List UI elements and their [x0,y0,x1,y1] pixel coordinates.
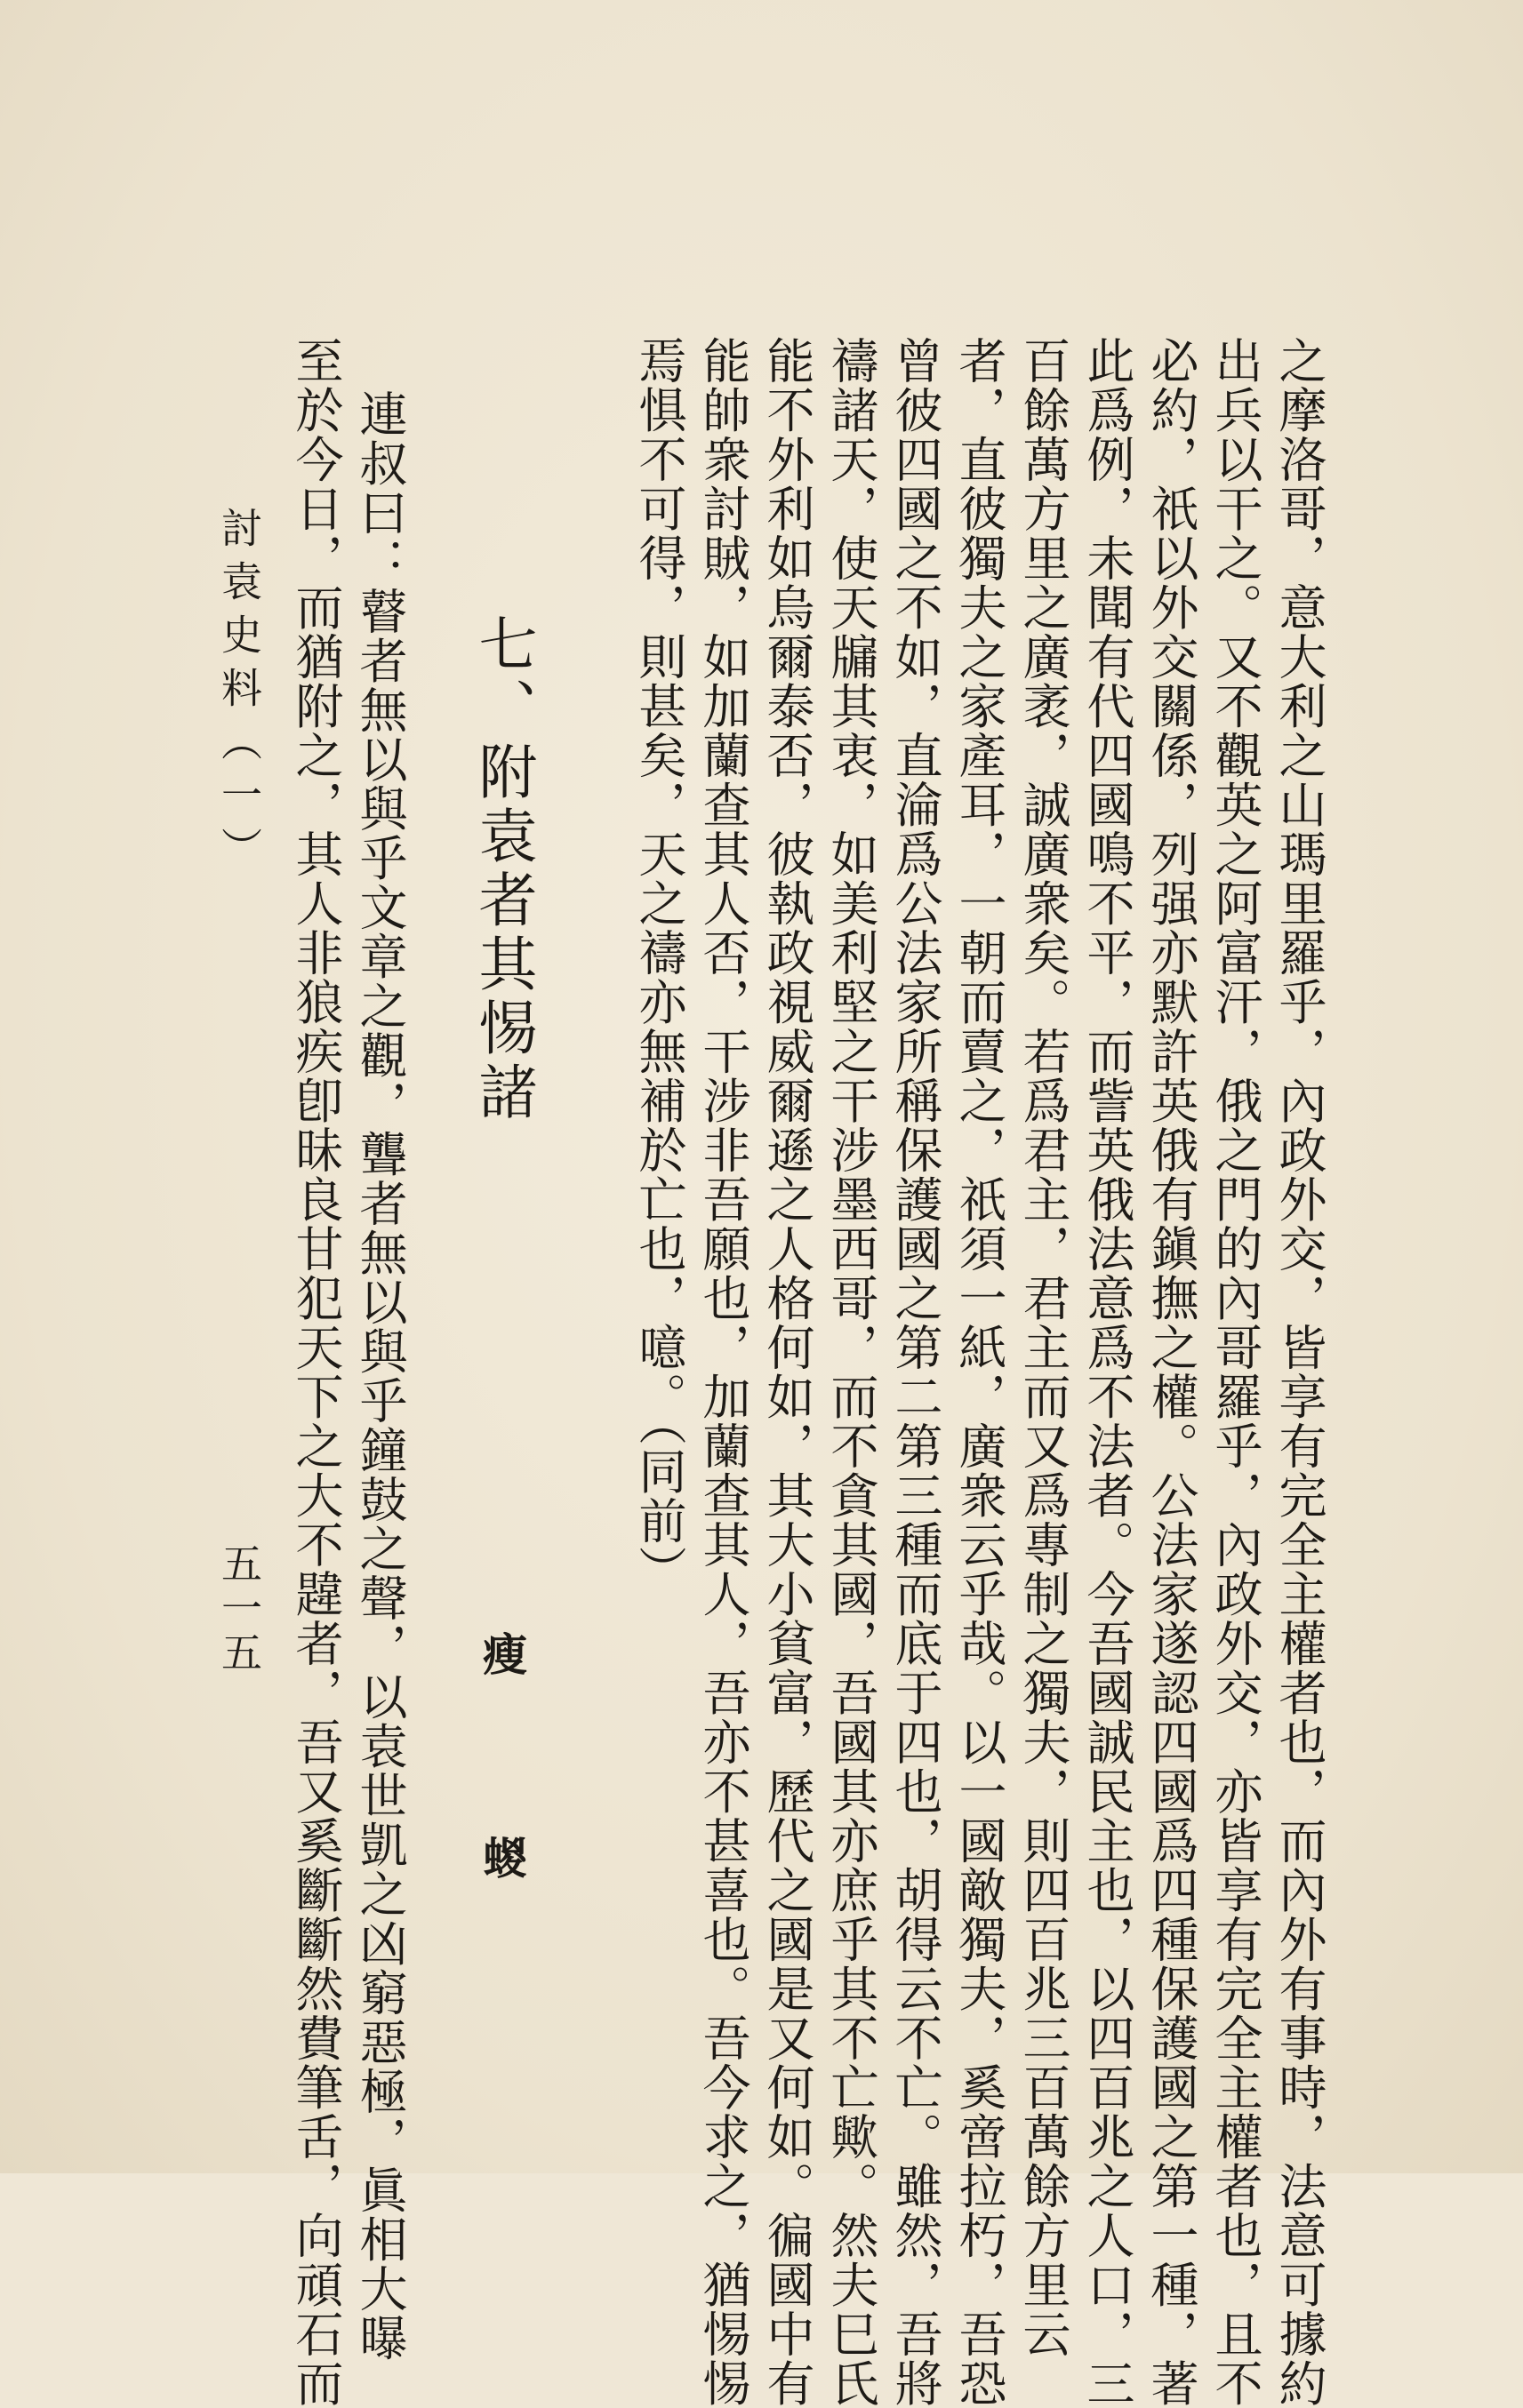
running-footer-title: 討袁史料（一） [215,507,263,880]
section-author: 瘦 蝬 [476,1631,528,1932]
text-column-12: 連叔曰：瞽者無以與乎文章之觀，聾者無以與乎鐘鼓之聲，以袁世凱之凶窮惡極，眞相大曝 [352,389,408,2363]
page-number: 五一五 [215,1542,263,1676]
text-column-1: 之摩洛哥，意大利之山瑪里羅乎，內政外交，皆享有完全主權者也，而內外有事時，法意可據約 [1271,336,1327,2408]
text-column-4: 此爲例，未聞有代四國鳴不平，而訾英俄法意爲不法者。今吾國誠民主也，以四百兆之人口，三 [1079,336,1135,2408]
text-column-9: 能不外利如烏爾泰否，彼執政視威爾遜之人格何如，其大小貧富，歷代之國是又何如。徧國中有 [759,336,815,2408]
text-column-6: 者，直彼獨夫之家產耳，一朝而賣之，祇須一紙，廣衆云乎哉。以一國敵獨夫，奚啻拉朽，吾恐 [951,336,1007,2408]
text-column-10: 能帥衆討賊，如加蘭查其人否，干涉非吾願也，加蘭查其人，吾亦不甚喜也。吾今求之，猶惕惕 [695,336,751,2408]
text-column-8: 禱諸天，使天牖其衷，如美利堅之干涉墨西哥，而不貪其國，吾國其亦庶乎其不亡歟。然夫巳氏 [823,336,879,2408]
section-title: 七、附袁者其惕諸 [469,613,537,1125]
text-column-3: 必約，祇以外交關係，列强亦默許英俄有鎭撫之權。公法家遂認四國爲四種保護國之第一種，著 [1143,336,1199,2408]
text-column-7: 曾彼四國之不如，直淪爲公法家所稱保護國之第二第三種而底于四也，胡得云不亡。雖然，吾將 [887,336,943,2408]
text-column-13: 至於今日，而猶附之，其人非狼疾卽昧良甘犯天下之大不韙者，吾又奚斷斷然費筆舌，向頑石而 [288,336,344,2408]
text-column-11: 焉惧不可得，則甚矣，天之禱亦無補於亡也，噫。（同前） [631,336,687,1595]
text-column-5: 百餘萬方里之廣袤，誠廣衆矣。若爲君主，君主而又爲專制之獨夫，則四百兆三百萬餘方里云 [1015,336,1071,2359]
text-column-2: 出兵以干之。又不觀英之阿富汗，俄之門的內哥羅乎，內政外交，亦皆享有完全主權者也，且不 [1207,336,1263,2408]
